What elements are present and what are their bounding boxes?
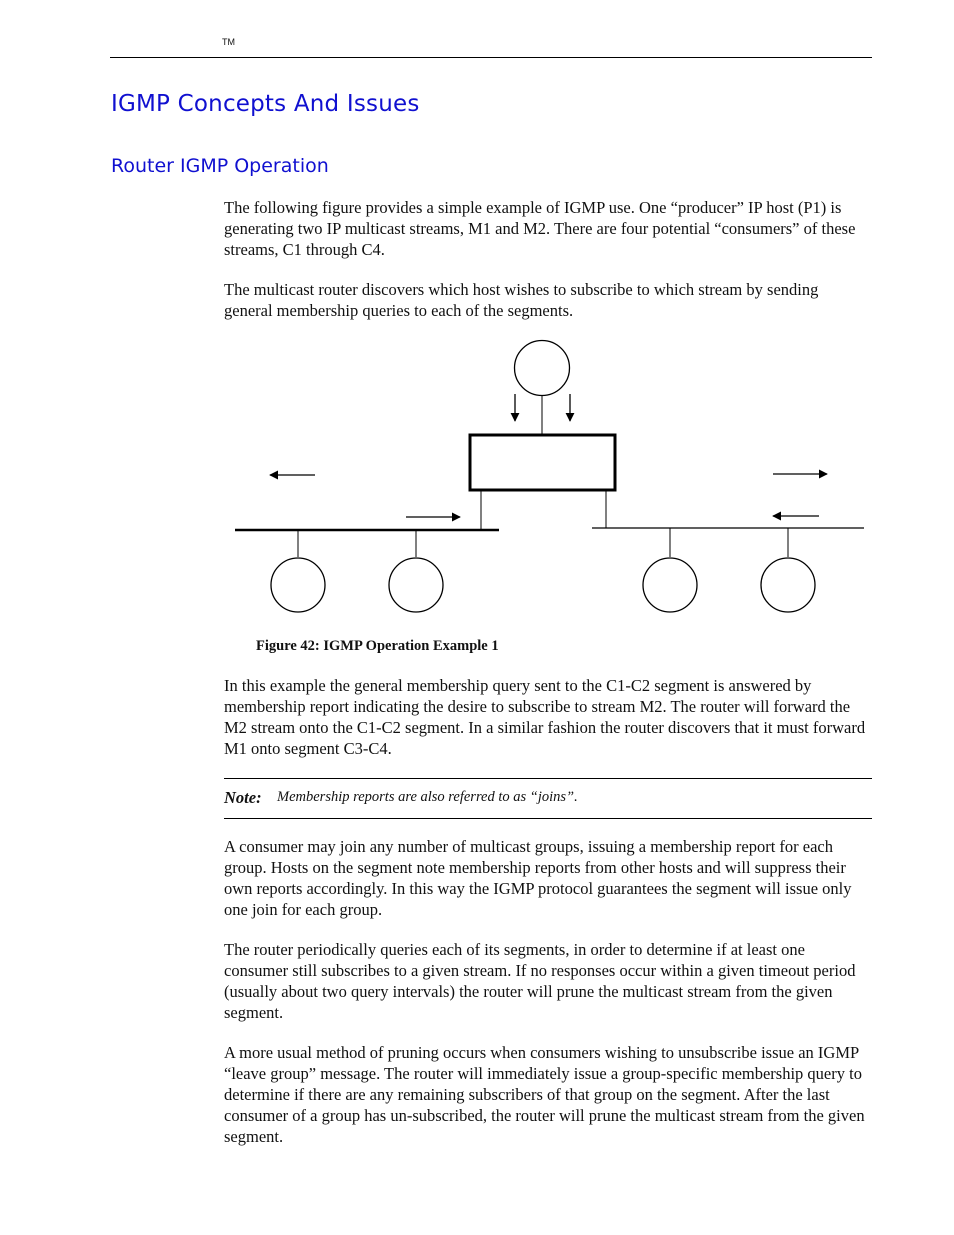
paragraph-router-discovery: The multicast router discovers which host wishes to subscribe to which stream by sending general membership queries to each of the segments. bbox=[224, 280, 819, 320]
note-box bbox=[224, 778, 872, 819]
section-title: IGMP Concepts And Issues bbox=[111, 91, 420, 117]
section-subtitle: Router IGMP Operation bbox=[111, 155, 329, 177]
producer-host-node bbox=[515, 341, 570, 396]
note-text: Membership reports are also referred to as “joins”. bbox=[277, 789, 578, 805]
trademark-mark: TM bbox=[222, 37, 235, 47]
paragraph-joins: A consumer may join any number of multicast groups, issuing a membership report for each group. Hosts on the segment note membership reports from other hosts and will suppress their own reports accordingly. In this way the IGMP protocol guarantees the segment will issue only one join for each group. bbox=[224, 837, 852, 919]
consumer-c2-node bbox=[389, 558, 443, 612]
paragraph-pruning: A more usual method of pruning occurs when consumers wishing to unsubscribe issue an IGMP “leave group” message. The router will immediately issue a group-specific membership query to determine if there are any remaining subscribers of that group on the segment. After the last consumer of a group has un-subscribed, the router will prune the multicast stream from the given segment. bbox=[224, 1043, 865, 1146]
figure-caption: Figure 42: IGMP Operation Example 1 bbox=[256, 638, 499, 654]
note-label: Note: bbox=[224, 788, 262, 807]
header-rule bbox=[110, 57, 872, 58]
consumer-c1-node bbox=[271, 558, 325, 612]
paragraph-example: In this example the general membership query sent to the C1-C2 segment is answered by membership report indicating the desire to subscribe to stream M2. The router will forward the M2 stream onto the C1-C2 segment. In a similar fashion the router discovers that it must forward M1 onto segment C3-C4. bbox=[224, 676, 866, 758]
consumer-c4-node bbox=[761, 558, 815, 612]
router-box bbox=[470, 435, 615, 490]
paragraph-intro: The following figure provides a simple example of IGMP use. One “producer” IP host (P1) is generating two IP multicast streams, M1 and M2. There are four potential “consumers” of these streams, C1 through C4. bbox=[224, 198, 856, 259]
paragraph-queries: The router periodically queries each of its segments, in order to determine if at least one consumer still subscribes to a given stream. If no responses occur within a given timeout period (usually about two query intervals) the router will prune the multicast stream from the given segment. bbox=[224, 940, 856, 1022]
consumer-c3-node bbox=[643, 558, 697, 612]
